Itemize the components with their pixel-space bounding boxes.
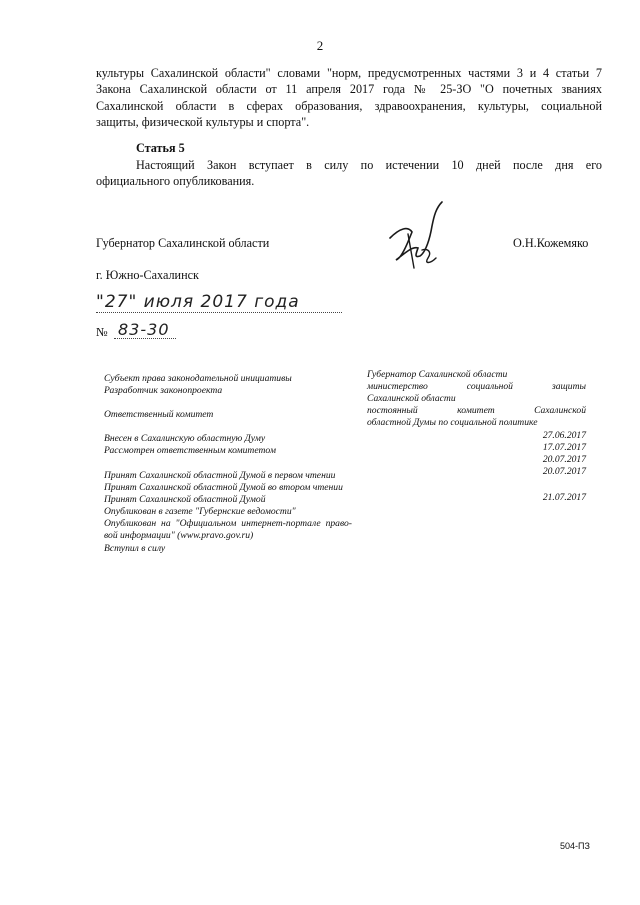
registry-label: Разработчик законопроекта xyxy=(104,385,223,396)
registry-developer: Сахалинской области xyxy=(367,393,456,404)
article-5-line: официального опубликования. xyxy=(96,174,255,189)
governor-title: Губернатор Сахалинской области xyxy=(96,236,270,250)
registry-developer: министерство социальной защиты xyxy=(367,381,586,392)
registry-subject: Губернатор Сахалинской области xyxy=(367,369,508,380)
registry-label: Субъект права законодательной инициативы xyxy=(104,373,292,384)
registry-committee: областной Думы по социальной политике xyxy=(367,417,538,428)
intro-line: Сахалинской области в сферах образования, здравоохранения, культуры, социальной xyxy=(96,98,602,113)
registry-label: Опубликован в газете "Губернские ведомости" xyxy=(104,506,296,517)
city: г. Южно-Сахалинск xyxy=(96,268,199,282)
registry-label: вой информации" (www.pravo.gov.ru) xyxy=(104,530,254,541)
registry-label: Рассмотрен ответственным комитетом xyxy=(104,445,276,456)
intro-line: защиты, физической культуры и спорта". xyxy=(96,114,310,129)
registry-label: Принят Сахалинской областной Думой xyxy=(104,494,266,505)
registry-label: Опубликован на "Официальном интернет-портале право- xyxy=(104,518,352,529)
registry-label: Принят Сахалинской областной Думой в первом чтении xyxy=(104,470,336,481)
registry-first-reading-date: 20.07.2017 xyxy=(542,454,586,465)
article-5-heading: Статья 5 xyxy=(136,141,185,155)
handwritten-number: 83-30 xyxy=(118,320,170,339)
registry-label: Принят Сахалинской областной Думой во втором чтении xyxy=(104,482,343,493)
article-5-line: Настоящий Закон вступает в силу по истечении 10 дней после дня его xyxy=(136,158,602,172)
registry-label: Ответственный комитет xyxy=(104,409,214,420)
registry-reviewed-date: 17.07.2017 xyxy=(542,442,586,453)
handwritten-date: "27" июля 2017 года xyxy=(96,292,300,312)
registry-label: Вступил в силу xyxy=(104,543,166,554)
article-5-text xyxy=(96,157,602,190)
document-code: 504-ПЗ xyxy=(560,841,590,851)
registry-introduced-date: 27.06.2017 xyxy=(542,430,586,441)
date-underline xyxy=(96,312,342,313)
registry-second-reading-date: 20.07.2017 xyxy=(542,466,586,477)
registry-committee: постоянный комитет Сахалинской xyxy=(367,405,586,416)
handwritten-signature xyxy=(378,198,456,276)
intro-paragraph xyxy=(96,65,602,130)
intro-line: культуры Сахалинской области" словами "норм, предусмотренных частями 3 и 4 статьи 7 xyxy=(96,66,602,80)
page-number: 2 xyxy=(316,38,324,53)
number-prefix: № xyxy=(96,325,108,339)
intro-line: Закона Сахалинской области от 11 апреля 2017 года № 25-ЗО "О почетных званиях xyxy=(96,82,602,97)
registry-label: Внесен в Сахалинскую областную Думу xyxy=(104,433,266,444)
registry-published-date: 21.07.2017 xyxy=(542,492,586,503)
number-underline xyxy=(114,338,176,339)
governor-name: О.Н.Кожемяко xyxy=(513,236,589,250)
